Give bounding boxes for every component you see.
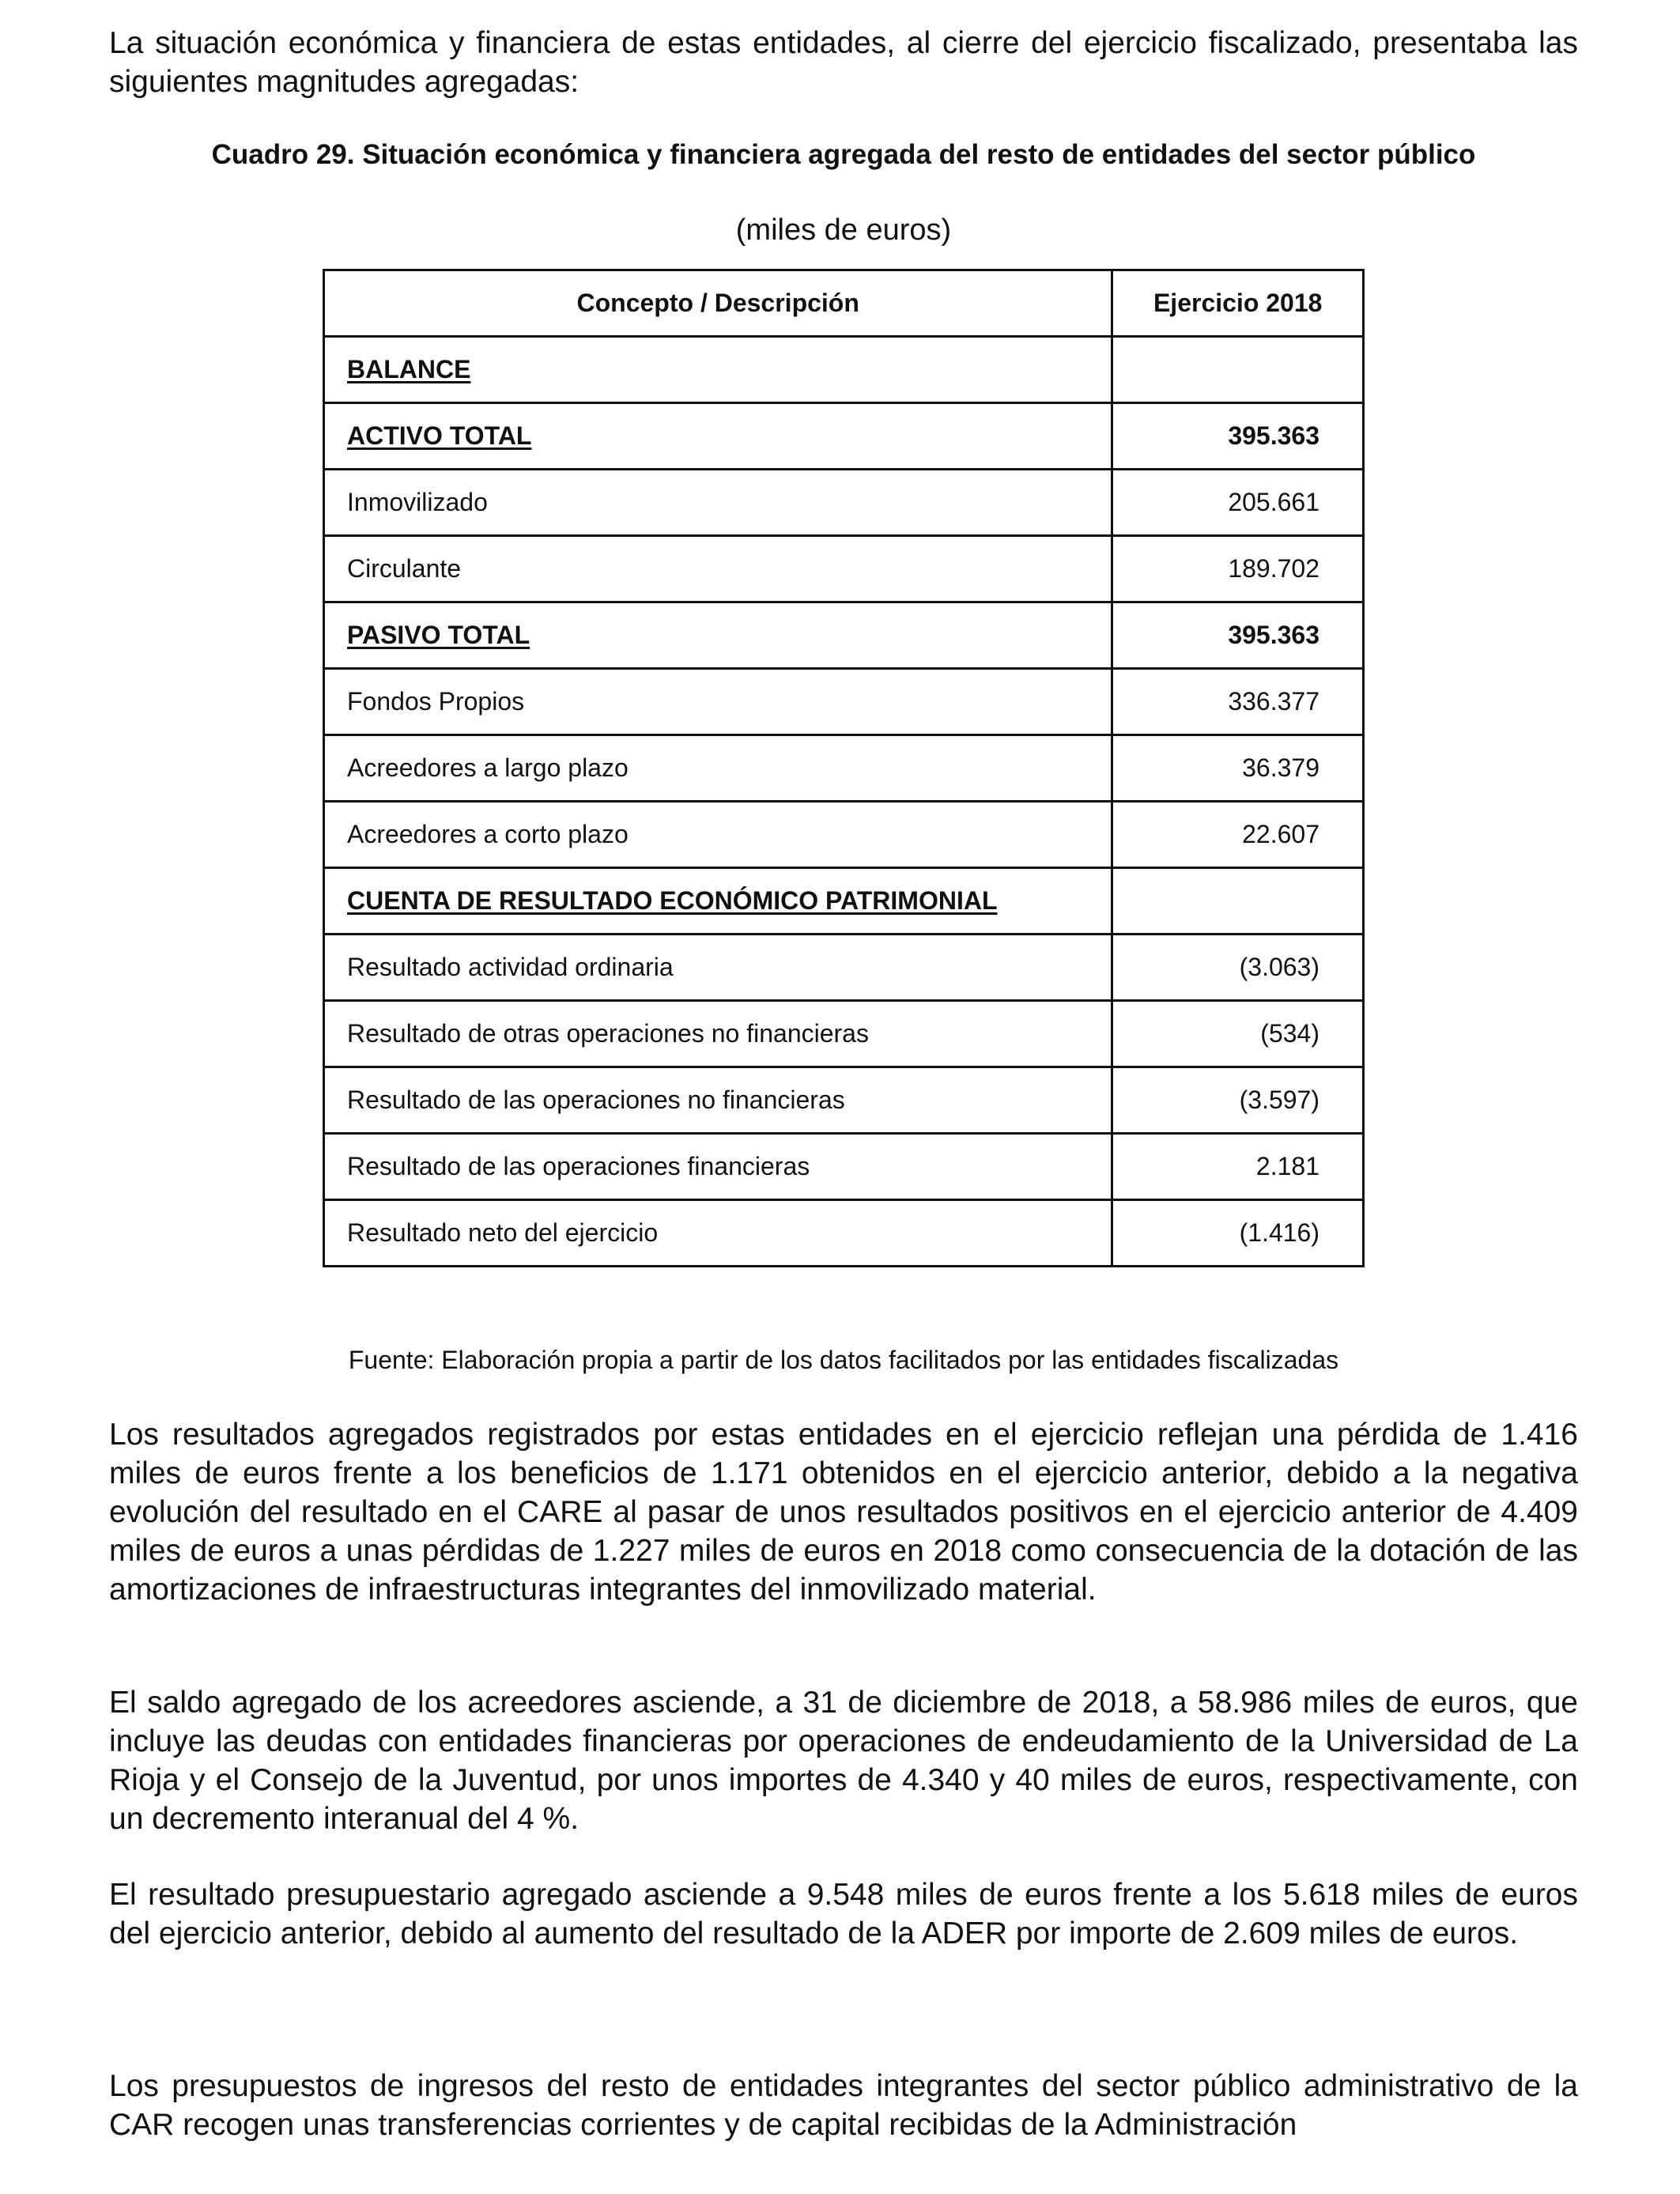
header-year: Ejercicio 2018: [1112, 270, 1364, 337]
row-label: Fondos Propios: [324, 669, 1112, 735]
table-row: [324, 935, 1364, 1001]
table-source-note: Fuente: Elaboración propia a partir de los datos facilitados por las entidades fiscalizadas: [348, 1346, 1339, 1374]
header-concept: Concepto / Descripción: [324, 270, 1112, 337]
intro-paragraph: La situación económica y financiera de estas entidades, al cierre del ejercicio fiscalizado, presentaba las siguientes magnitudes agregadas:: [109, 26, 1578, 99]
row-value: 36.379: [1112, 735, 1364, 802]
row-label: Acreedores a corto plazo: [324, 802, 1112, 868]
table-row: [324, 735, 1364, 802]
row-label: Resultado de las operaciones financieras: [324, 1134, 1112, 1200]
row-value: [1112, 868, 1364, 935]
table-row: [324, 1200, 1364, 1267]
financial-table: [323, 269, 1365, 1267]
table-header-row: [324, 270, 1364, 337]
row-label: Circulante: [324, 536, 1112, 602]
row-label: Resultado de las operaciones no financieras: [324, 1067, 1112, 1134]
body-paragraph: El resultado presupuestario agregado asciende a 9.548 miles de euros frente a los 5.618 miles de euros del ejercicio anterior, debido al aumento del resultado de la ADER por importe de 2.609 miles de euros.: [109, 1878, 1578, 1950]
row-value: (3.063): [1112, 935, 1364, 1001]
row-value: 395.363: [1112, 403, 1364, 470]
row-value: (1.416): [1112, 1200, 1364, 1267]
row-value: 22.607: [1112, 802, 1364, 868]
row-label: BALANCE: [324, 337, 1112, 403]
table-row: [324, 470, 1364, 536]
table-row: [324, 602, 1364, 669]
table-row: [324, 337, 1364, 403]
row-value: (534): [1112, 1001, 1364, 1067]
table-row: [324, 868, 1364, 935]
body-paragraph: Los resultados agregados registrados por estas entidades en el ejercicio reflejan una pérdida de 1.416 miles de euros frente a los beneficios de 1.171 obtenidos en el ejercicio anterior, debido a la negativa evolución del resultado en el CARE al pasar de unos resultados positivos en el ejercicio anterior de 4.409 miles de euros a unas pérdidas de 1.227 miles de euros en 2018 como consecuencia de la dotación de las amortizaciones de infraestructuras integrantes del inmovilizado material.: [109, 1418, 1578, 1607]
row-label: Resultado neto del ejercicio: [324, 1200, 1112, 1267]
table-row: [324, 802, 1364, 868]
table-row: [324, 403, 1364, 470]
table-row: [324, 669, 1364, 735]
row-label: PASIVO TOTAL: [324, 602, 1112, 669]
row-value: [1112, 337, 1364, 403]
row-label: Resultado de otras operaciones no financieras: [324, 1001, 1112, 1067]
table-caption: Cuadro 29. Situación económica y financiera agregada del resto de entidades del sector público: [211, 139, 1476, 170]
table-units: (miles de euros): [735, 213, 952, 247]
body-paragraph: Los presupuestos de ingresos del resto de entidades integrantes del sector público administrativo de la CAR recogen unas transferencias corrientes y de capital recibidas de la Administración: [109, 2069, 1578, 2142]
row-value: 2.181: [1112, 1134, 1364, 1200]
row-label: Inmovilizado: [324, 470, 1112, 536]
row-label: CUENTA DE RESULTADO ECONÓMICO PATRIMONIAL: [324, 868, 1112, 935]
table-row: [324, 536, 1364, 602]
row-value: 336.377: [1112, 669, 1364, 735]
table-row: [324, 1134, 1364, 1200]
row-value: 205.661: [1112, 470, 1364, 536]
row-value: 189.702: [1112, 536, 1364, 602]
row-value: 395.363: [1112, 602, 1364, 669]
row-label: Resultado actividad ordinaria: [324, 935, 1112, 1001]
table-row: [324, 1067, 1364, 1134]
row-label: ACTIVO TOTAL: [324, 403, 1112, 470]
row-label: Acreedores a largo plazo: [324, 735, 1112, 802]
body-paragraph: El saldo agregado de los acreedores asciende, a 31 de diciembre de 2018, a 58.986 miles de euros, que incluye las deudas con entidades financieras por operaciones de endeudamiento de la Universidad de La Rioja y el Consejo de la Juventud, por unos importes de 4.340 y 40 miles de euros, respectivamente, con un decremento interanual del 4 %.: [109, 1686, 1578, 1836]
table-row: [324, 1001, 1364, 1067]
row-value: (3.597): [1112, 1067, 1364, 1134]
